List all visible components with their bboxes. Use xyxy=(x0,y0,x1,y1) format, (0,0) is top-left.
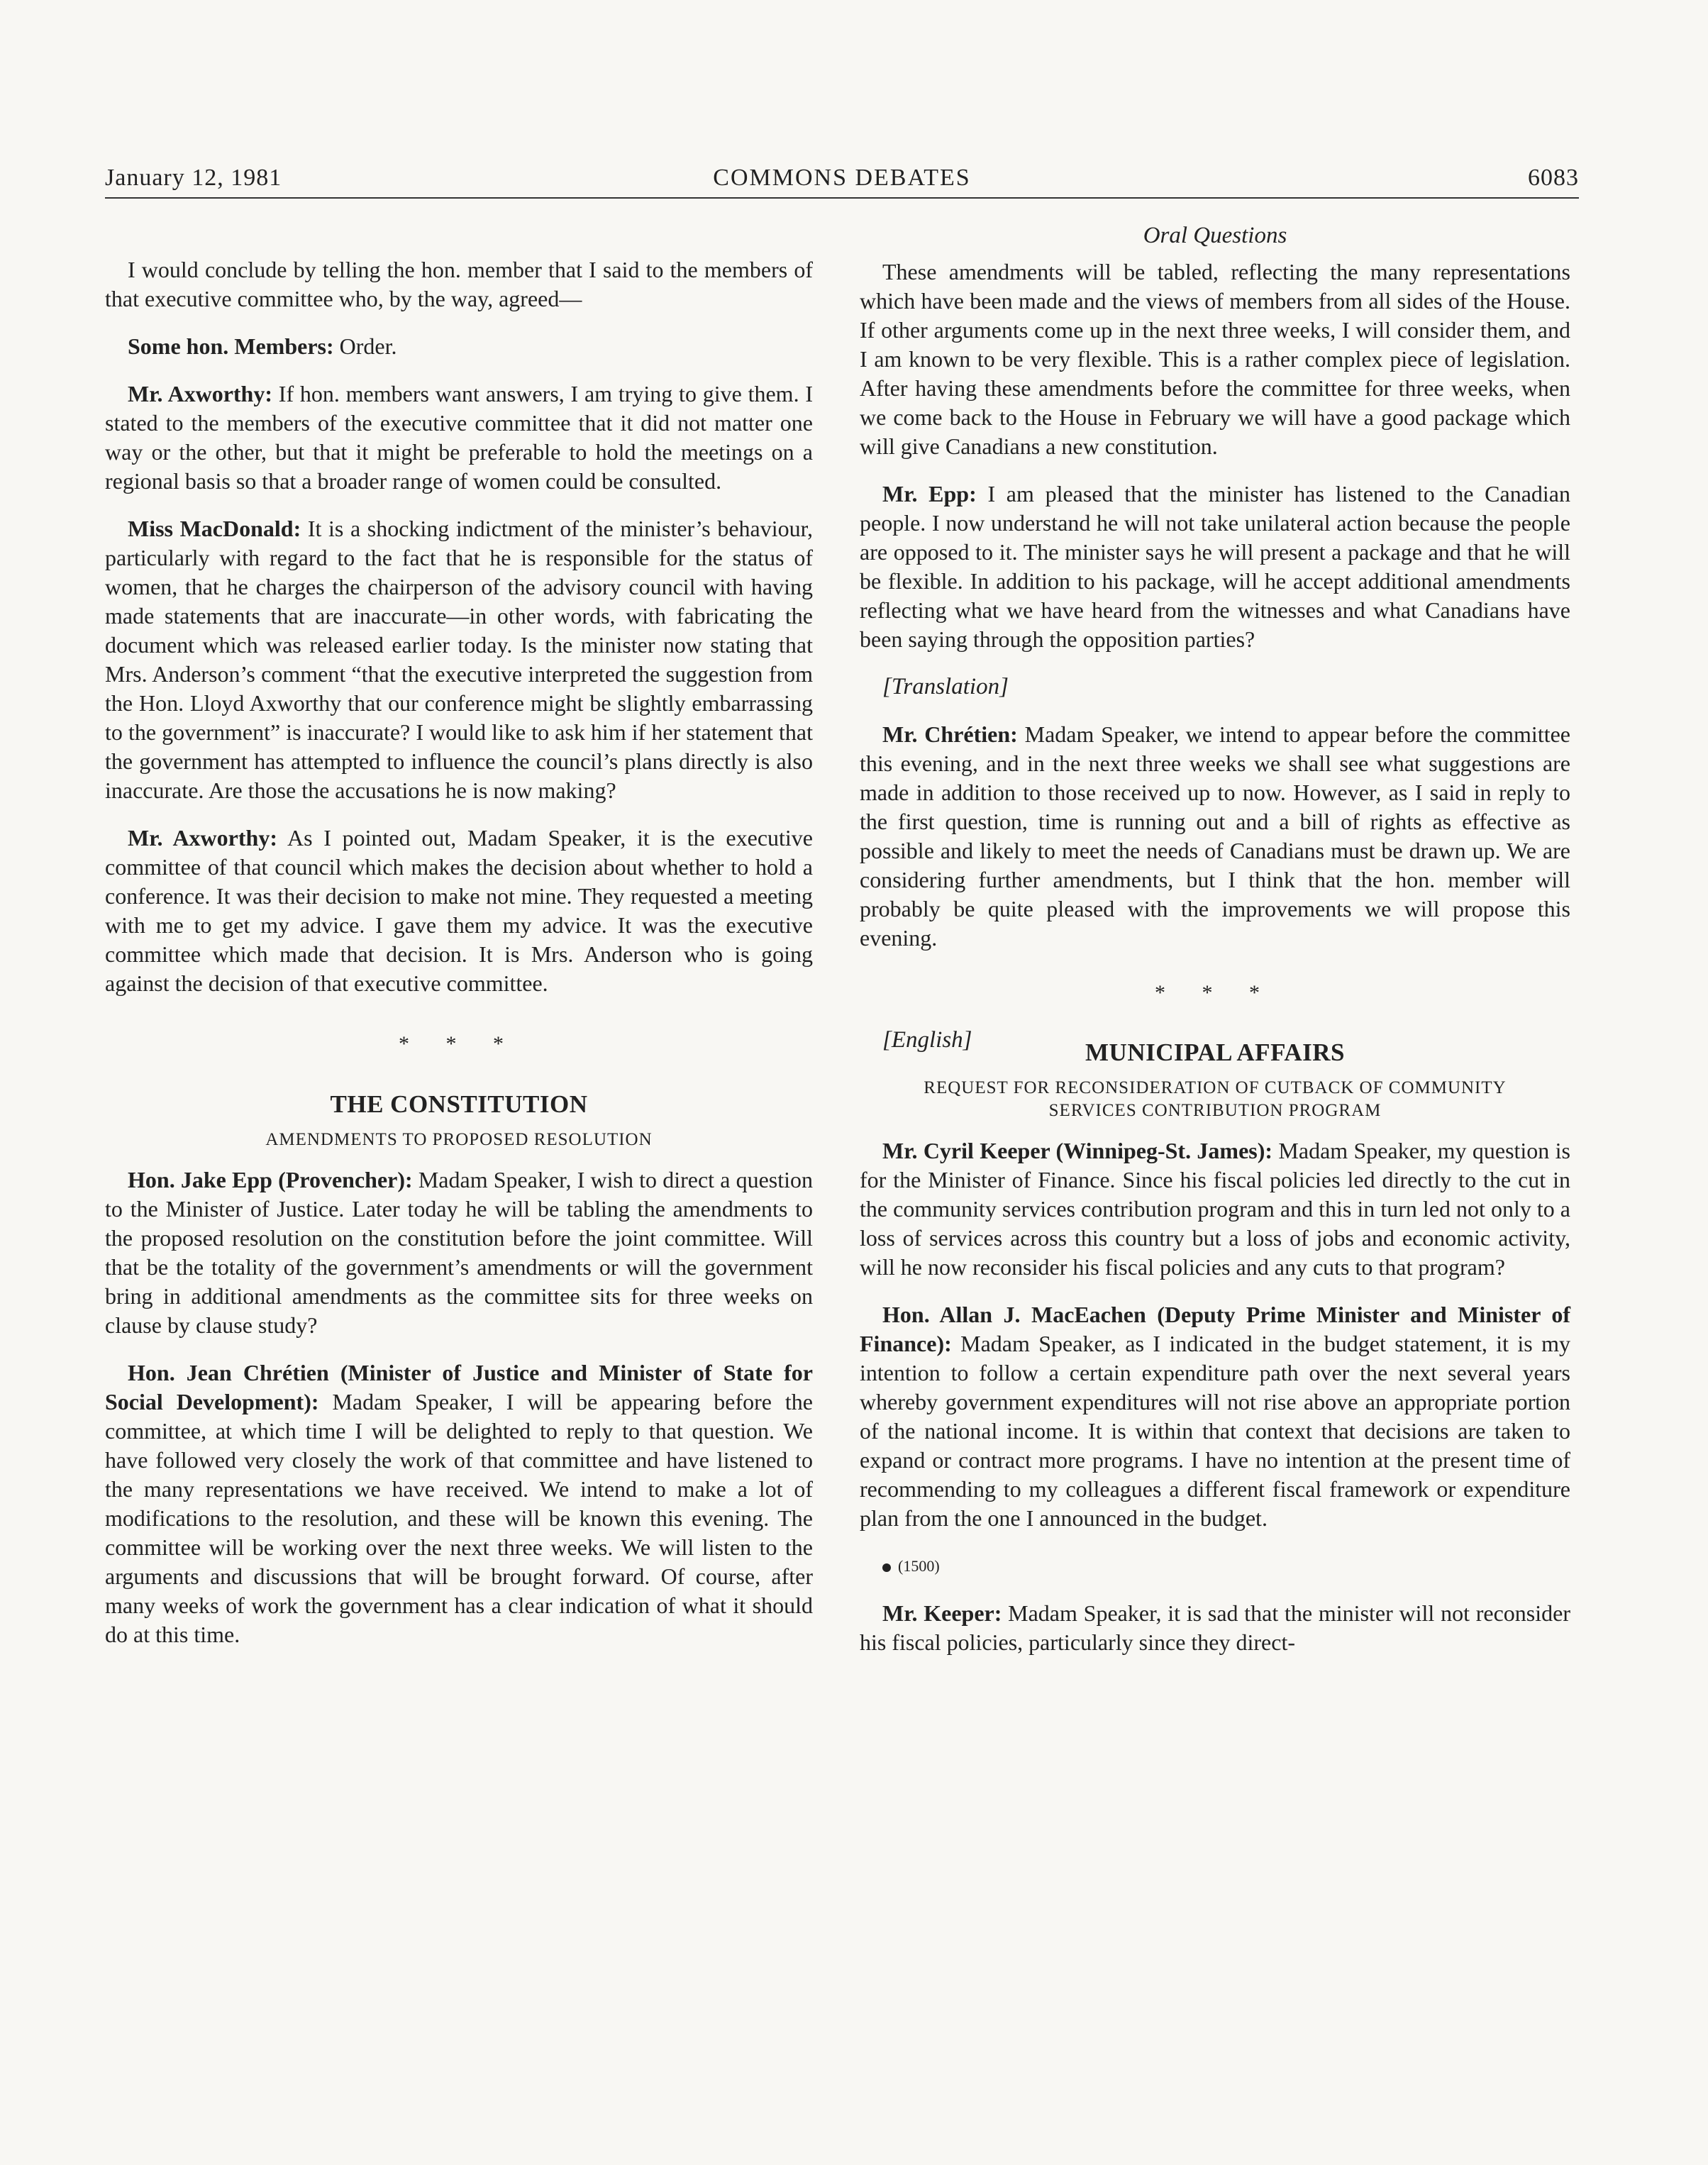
section-divider: * * * xyxy=(1155,981,1275,1004)
speaker-name: Miss MacDonald: xyxy=(128,516,301,541)
paragraph xyxy=(860,480,1570,654)
paragraph xyxy=(105,1165,813,1340)
paragraph: I would conclude by telling the hon. member that I said to the members of that executive committee who, by the way, agreed— xyxy=(105,257,813,311)
speech-text: Order. xyxy=(333,333,397,359)
page-header xyxy=(105,160,1579,200)
section-divider: * * * xyxy=(399,1032,519,1056)
speech-text: It is a shocking indictment of the minister’s behaviour, particularly with regard to the fact that he is responsible for the status of women, that he charges the chairperson of the advisory council with having made statements that are inaccurate—in other words, with fabricating the document which was released earlier today. Is the minister now stating that Mrs. Anderson’s comment “that the executive interpreted the suggestion from the Hon. Lloyd Axworthy that our conference might be slightly embarrassing to the government” is inaccurate? I would like to ask him if her statement that the government has attempted to influence the council’s plans directly is also inaccurate. Are those the accusations he is now making? xyxy=(105,516,814,803)
speaker-name: Mr. Axworthy: xyxy=(128,381,273,406)
paragraph: These amendments will be tabled, reflecting the many representations which have been made and the views of members from all sides of the House. If other arguments come up in the next three weeks, I will consider them, and I am known to be very flexible. This is a rather complex piece of legislation. After having these amendments before the committee for three weeks, when we come back to the House in February we will have a good package which will give Canadians a new constitution. xyxy=(860,259,1570,459)
paragraph xyxy=(860,720,1570,953)
speaker-name: Mr. Keeper: xyxy=(882,1600,1002,1626)
speaker-name: Hon. Allan J. MacEachen (Deputy Prime Minister and Minister of Finance): xyxy=(860,1302,1570,1356)
paragraph xyxy=(105,514,813,805)
speech-text: As I pointed out, Madam Speaker, it is the executive committee of that council which makes the decision about whether to hold a conference. It was their decision to make not mine. They requested a meeting with me to get my advice. I gave them my advice. It was the executive committee which made that decision. It is Mrs. Anderson who is going against the decision of that executive committee. xyxy=(105,825,814,996)
speaker-name: Mr. Cyril Keeper (Winnipeg-St. James): xyxy=(882,1138,1273,1163)
speaker-name: Some hon. Members: xyxy=(128,333,334,359)
speech-text: Madam Speaker, my question is for the Minister of Finance. Since his fiscal policies led directly to the cut in the community services contribution program and this in turn led not only to a loss of services across this country but a loss of jobs and economic activity, will he now reconsider his fiscal policies and any cuts to that program? xyxy=(860,1138,1571,1280)
speech-text: If hon. members want answers, I am trying to give them. I stated to the members of the executive committee that it did not matter one way or the other, but that it might be preferable to hold the meetings on a regional basis so that a broader range of women could be consulted. xyxy=(105,381,814,494)
running-head: Oral Questions xyxy=(1143,223,1287,248)
left-column xyxy=(105,255,813,1668)
section-subheading: REQUEST FOR RECONSIDERATION OF CUTBACK OF COMMUNITY SERVICES CONTRIBUTION PROGRAM xyxy=(924,1078,1507,1120)
paragraph xyxy=(860,1136,1570,1282)
header-date: January 12, 1981 xyxy=(105,165,282,191)
speaker-name: Mr. Chrétien: xyxy=(882,721,1018,747)
time-marker-text: (1500) xyxy=(898,1557,940,1575)
paragraph xyxy=(105,332,813,361)
speaker-name: Hon. Jean Chrétien (Minister of Justice and Minister of State for Social Development): xyxy=(105,1360,813,1414)
section-subheading: AMENDMENTS TO PROPOSED RESOLUTION xyxy=(265,1130,653,1149)
speech-text: I am pleased that the minister has listened to the Canadian people. I now understand he will not take unilateral action because the people are opposed to it. The minister says he will present a package and that he will be flexible. In addition to his package, will he accept additional amendments reflecting what we have heard from the witnesses and what Canadians have been saying through the opposition parties? xyxy=(860,481,1571,652)
language-marker: [English] xyxy=(882,1027,972,1053)
paragraph xyxy=(860,1599,1570,1657)
speech-text: Madam Speaker, I will be appearing before the committee, at which time I will be delighted to reply to that question. We have followed very closely the work of that committee and have listened to the many representations we have received. We intend to make a lot of modifications to the resolution, and these will be known this evening. The committee will be working over the next three weeks. We will listen to the arguments and discussions that will be brought forward. Of course, after many weeks of work the government has a clear indication of what it should do at this time. xyxy=(105,1389,814,1647)
speaker-name: Hon. Jake Epp (Provencher): xyxy=(128,1167,413,1192)
time-marker xyxy=(860,1551,1570,1580)
paragraph xyxy=(105,1358,813,1649)
header-title: COMMONS DEBATES xyxy=(713,165,971,191)
speech-text: Madam Speaker, it is sad that the minister will not reconsider his fiscal policies, particularly since they direct- xyxy=(860,1600,1571,1655)
speaker-name: Mr. Axworthy: xyxy=(128,825,277,851)
speech-text: Madam Speaker, as I indicated in the budget statement, it is my intention to follow a certain expenditure path over the next several years whereby government expenditures will not rise above an appropriate portion of the national income. It is within that context that decisions are taken to expand or contract more programs. I have no intention at the present time of recommending to my colleagues a different fiscal framework or expenditure plan from the one I announced in the budget. xyxy=(860,1331,1570,1531)
paragraph xyxy=(105,380,813,496)
speech-text: Madam Speaker, I wish to direct a question to the Minister of Justice. Later today he will be tabling the amendments to the proposed resolution on the constitution before the joint committee. Will that be the totality of the government’s amendments or will the government bring in additional amendments as the committee sits for three weeks on clause by clause study? xyxy=(105,1167,814,1338)
right-column xyxy=(860,221,1570,1676)
page-number: 6083 xyxy=(1528,165,1579,191)
speech-text: Madam Speaker, we intend to appear before the committee this evening, and in the next three weeks we shall see what suggestions are made in addition to those received up to now. However, as I said in reply to the first question, time is running out and a bill of rights as effective as possible and likely to meet the needs of Canadians must be drawn up. We are considering further amendments, but I think that the hon. member will probably be quite pleased with the improvements we will propose this evening. xyxy=(860,721,1571,951)
speaker-name: Mr. Epp: xyxy=(882,481,977,506)
header-rule xyxy=(105,197,1579,199)
paragraph xyxy=(105,824,813,998)
paragraph xyxy=(860,1300,1570,1533)
language-marker: [Translation] xyxy=(882,674,1009,699)
bullet-icon xyxy=(882,1563,891,1572)
section-heading: MUNICIPAL AFFAIRS xyxy=(1085,1039,1345,1066)
section-heading: THE CONSTITUTION xyxy=(330,1090,588,1118)
